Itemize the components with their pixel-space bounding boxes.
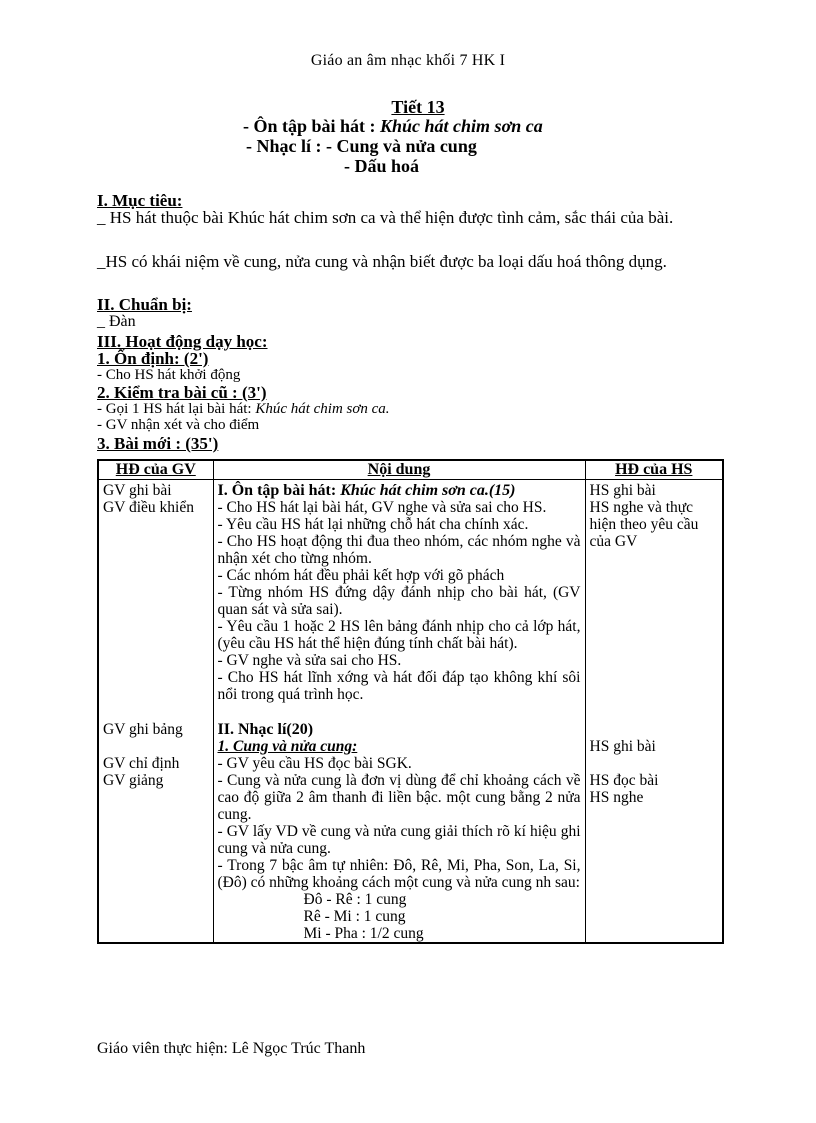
- interval-line: Đô - Rê : 1 cung: [303, 891, 407, 908]
- row1-student-line: HS ghi bài: [589, 482, 656, 499]
- row2-line: - Trong 7 bậc âm tự nhiên: Đô, Rê, Mi, Pha, Son, La, Si, (Đô) có những khoảng cách một cung và nửa cung nh sau:: [217, 857, 581, 891]
- row2-student-line: HS ghi bài: [589, 738, 656, 755]
- step1-item: - Cho HS hát khởi động: [97, 367, 241, 383]
- objectives-heading: I. Mục tiêu:: [97, 191, 183, 210]
- row2-teacher-cell: [98, 719, 213, 943]
- lesson-theory-2: - Dấu hoá: [344, 156, 420, 176]
- step2-item-song: Khúc hát chim sơn ca.: [255, 401, 390, 417]
- step2-heading: 2. Kiểm tra bài cũ : (3'): [97, 383, 267, 402]
- table-header-row: [98, 460, 723, 480]
- row2-line: - GV yêu cầu HS đọc bài SGK.: [217, 755, 412, 772]
- row1-title-prefix: I. Ôn tập bài hát:: [217, 482, 341, 499]
- step3-heading: 3. Bài mới : (35'): [97, 434, 219, 453]
- interval-line: Rê - Mi : 1 cung: [303, 908, 406, 925]
- row2-title: II. Nhạc lí(20): [217, 721, 314, 738]
- lesson-plan-table: [97, 459, 724, 944]
- spacer: [590, 721, 719, 738]
- row1-line: - Các nhóm hát đều phải kết hợp với gõ phách: [217, 567, 505, 584]
- row2-student-line: HS nghe: [589, 789, 644, 806]
- row1-line: - Cho HS hát lại bài hát, GV nghe và sửa sai cho HS.: [217, 499, 547, 516]
- spacer: [103, 738, 209, 755]
- header-student-activity: HĐ của HS: [585, 460, 723, 480]
- step2-item-prefix: - Gọi 1 HS hát lại bài hát:: [97, 401, 256, 417]
- step1-heading: 1. Ổn định: (2'): [97, 349, 209, 368]
- row1-line: - Yêu cầu HS hát lại những chỗ hát cha chính xác.: [217, 516, 529, 533]
- row1-teacher-line: GV điều khiển: [103, 499, 194, 516]
- document-header: Giáo an âm nhạc khối 7 HK I: [310, 52, 506, 69]
- lesson-theory: - Nhạc lí : - Cung và nửa cung: [246, 136, 477, 156]
- step2-item: [97, 402, 390, 417]
- table-row: [98, 480, 723, 720]
- step2-item-2: - GV nhận xét và cho điểm: [97, 417, 260, 433]
- row1-title-song: Khúc hát chim sơn ca.(15): [340, 482, 516, 499]
- row1-student-cell: [585, 480, 723, 720]
- topic-prefix: - Ôn tập bài hát :: [243, 116, 381, 136]
- lesson-topic: [243, 116, 543, 137]
- lesson-period: Tiết 13: [391, 97, 445, 117]
- topic-song: Khúc hát chim sơn ca: [380, 116, 543, 136]
- row2-student-line: HS đọc bài: [589, 772, 659, 789]
- row1-line: - GV nghe và sửa sai cho HS.: [217, 652, 402, 669]
- table-row: [98, 719, 723, 943]
- row2-student-cell: [585, 719, 723, 943]
- preparation-item: _ Đàn: [97, 313, 136, 330]
- row2-content-cell: [213, 719, 585, 943]
- row2-line: - GV lấy VD về cung và nửa cung giải thích rõ kí hiệu ghi cung và nửa cung.: [217, 823, 581, 857]
- row1-line: - Từng nhóm HS đứng dậy đánh nhịp cho bài hát, (GV quan sát và sửa sai).: [217, 584, 581, 618]
- row1-teacher-cell: [98, 480, 213, 720]
- row1-content-cell: [213, 480, 585, 720]
- row1-title: [218, 482, 581, 499]
- row2-line: - Cung và nửa cung là đơn vị dùng để chỉ khoảng cách về cao độ giữa 2 âm thanh đi liền bậc. một cung bằng 2 nửa cung.: [217, 772, 581, 823]
- objective-item-2: _HS có khái niệm về cung, nửa cung và nhận biết được ba loại dấu hoá thông dụng.: [97, 252, 667, 271]
- preparation-heading: II. Chuẩn bị:: [97, 295, 192, 314]
- row2-teacher-line: GV ghi bảng: [103, 721, 183, 738]
- header-content: Nội dung: [213, 460, 585, 480]
- header-teacher-activity: HĐ của GV: [98, 460, 213, 480]
- row1-line: - Yêu cầu 1 hoặc 2 HS lên bảng đánh nhịp cho cả lớp hát, (yêu cầu HS hát thể hiện đúng tính chất bài hát).: [217, 618, 581, 652]
- teacher-footer: Giáo viên thực hiện: Lê Ngọc Trúc Thanh: [97, 1040, 366, 1057]
- row2-teacher-line: GV giảng: [103, 772, 164, 789]
- row2-teacher-line: GV chỉ định: [103, 755, 180, 772]
- row2-subtitle: 1. Cung và nửa cung:: [217, 738, 358, 755]
- row1-student-line: HS nghe và thực hiện theo yêu cầu của GV: [589, 499, 699, 550]
- row1-line: - Cho HS hoạt động thi đua theo nhóm, các nhóm nghe và nhận xét cho từng nhóm.: [217, 533, 581, 567]
- interval-line: Mi - Pha : 1/2 cung: [303, 925, 424, 942]
- activities-heading: III. Hoạt động dạy học:: [97, 332, 268, 351]
- spacer: [590, 755, 719, 772]
- row1-line: - Cho HS hát lĩnh xớng và hát đối đáp tạo không khí sôi nổi trong quá trình học.: [217, 669, 581, 703]
- objective-item-1: _ HS hát thuộc bài Khúc hát chim sơn ca và thể hiện được tình cảm, sắc thái của bài.: [97, 208, 674, 227]
- row1-teacher-line: GV ghi bài: [103, 482, 172, 499]
